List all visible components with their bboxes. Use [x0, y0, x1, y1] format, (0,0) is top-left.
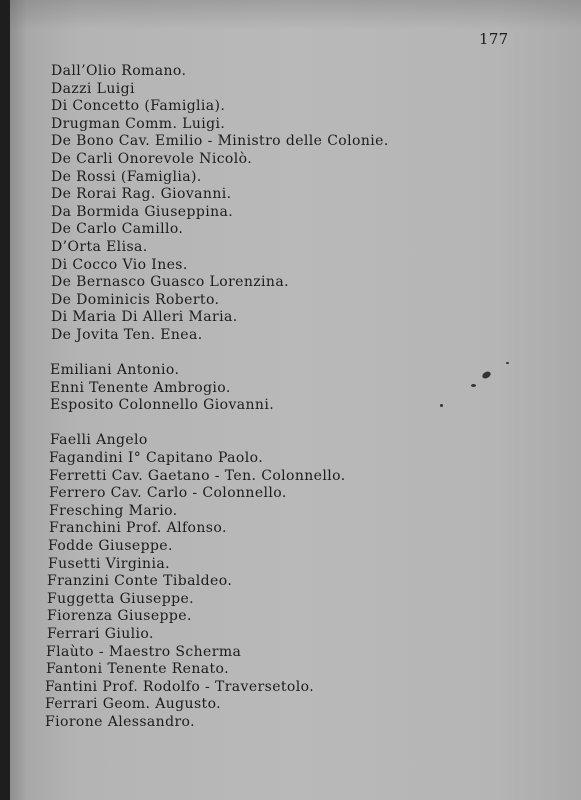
list-spacer	[50, 415, 389, 433]
list-item: Da Bormida Giuseppina.	[51, 203, 234, 220]
page-number: 177	[479, 30, 509, 48]
ink-speck	[471, 384, 476, 387]
list-item: De Bernasco Guasco Lorenzina.	[51, 274, 289, 291]
list-item: De Carli Onorevole Nicolò.	[51, 150, 253, 167]
list-item: Di Concetto (Famiglia).	[51, 98, 226, 115]
list-item: Fantoni Tenente Renato.	[46, 661, 229, 678]
page-shadow	[10, 0, 581, 30]
list-item: Flaùto - Maestro Scherma	[46, 643, 242, 660]
ink-speck	[440, 404, 443, 407]
list-item: Ferretti Cav. Gaetano - Ten. Colonnello.	[49, 467, 346, 484]
list-item: Di Cocco Vio Ines.	[51, 256, 188, 273]
list-item: Fodde Giuseppe.	[48, 538, 173, 555]
list-spacer	[51, 345, 389, 363]
list-item: De Jovita Ten. Enea.	[51, 326, 203, 343]
list-item: De Dominicis Roberto.	[51, 291, 220, 308]
list-item: Ferrero Cav. Carlo - Colonnello.	[49, 485, 287, 502]
list-item: Esposito Colonnello Giovanni.	[50, 397, 275, 414]
list-item: De Carlo Camillo.	[51, 221, 184, 238]
ink-speck	[481, 370, 492, 380]
list-item: De Rorai Rag. Giovanni.	[51, 186, 232, 203]
list-item: D’Orta Elisa.	[51, 238, 148, 255]
name-list	[10, 63, 389, 732]
list-item: Fiorenza Giuseppe.	[47, 608, 192, 625]
list-item: Di Maria Di Alleri Maria.	[51, 309, 238, 326]
list-item: Fagandini I° Capitano Paolo.	[49, 450, 264, 467]
list-item: Fuggetta Giuseppe.	[47, 590, 194, 607]
list-item: De Bono Cav. Emilio - Ministro delle Colonie.	[51, 133, 389, 150]
list-item: Dazzi Luigi	[51, 80, 135, 97]
list-item: Enni Tenente Ambrogio.	[50, 379, 231, 396]
list-item: Ferrari Geom. Augusto.	[45, 696, 222, 713]
list-item: Franchini Prof. Alfonso.	[49, 520, 227, 537]
ink-speck	[506, 362, 509, 364]
list-item: Fresching Mario.	[49, 502, 178, 519]
list-item: Drugman Comm. Luigi.	[51, 115, 226, 132]
list-item: Fantini Prof. Rodolfo - Traversetolo.	[45, 678, 315, 695]
list-item: De Rossi (Famiglia).	[51, 168, 202, 185]
document-page	[10, 0, 581, 800]
list-item: Dall’Olio Romano.	[51, 63, 187, 79]
list-item: Fusetti Virginia.	[48, 555, 170, 572]
list-item: Franzini Conte Tibaldeo.	[47, 573, 233, 590]
list-item: Ferrari Giulio.	[47, 626, 154, 642]
list-item: Emiliani Antonio.	[50, 362, 180, 379]
list-item: Faelli Angelo	[50, 432, 148, 449]
list-item: Fiorone Alessandro.	[45, 713, 195, 730]
